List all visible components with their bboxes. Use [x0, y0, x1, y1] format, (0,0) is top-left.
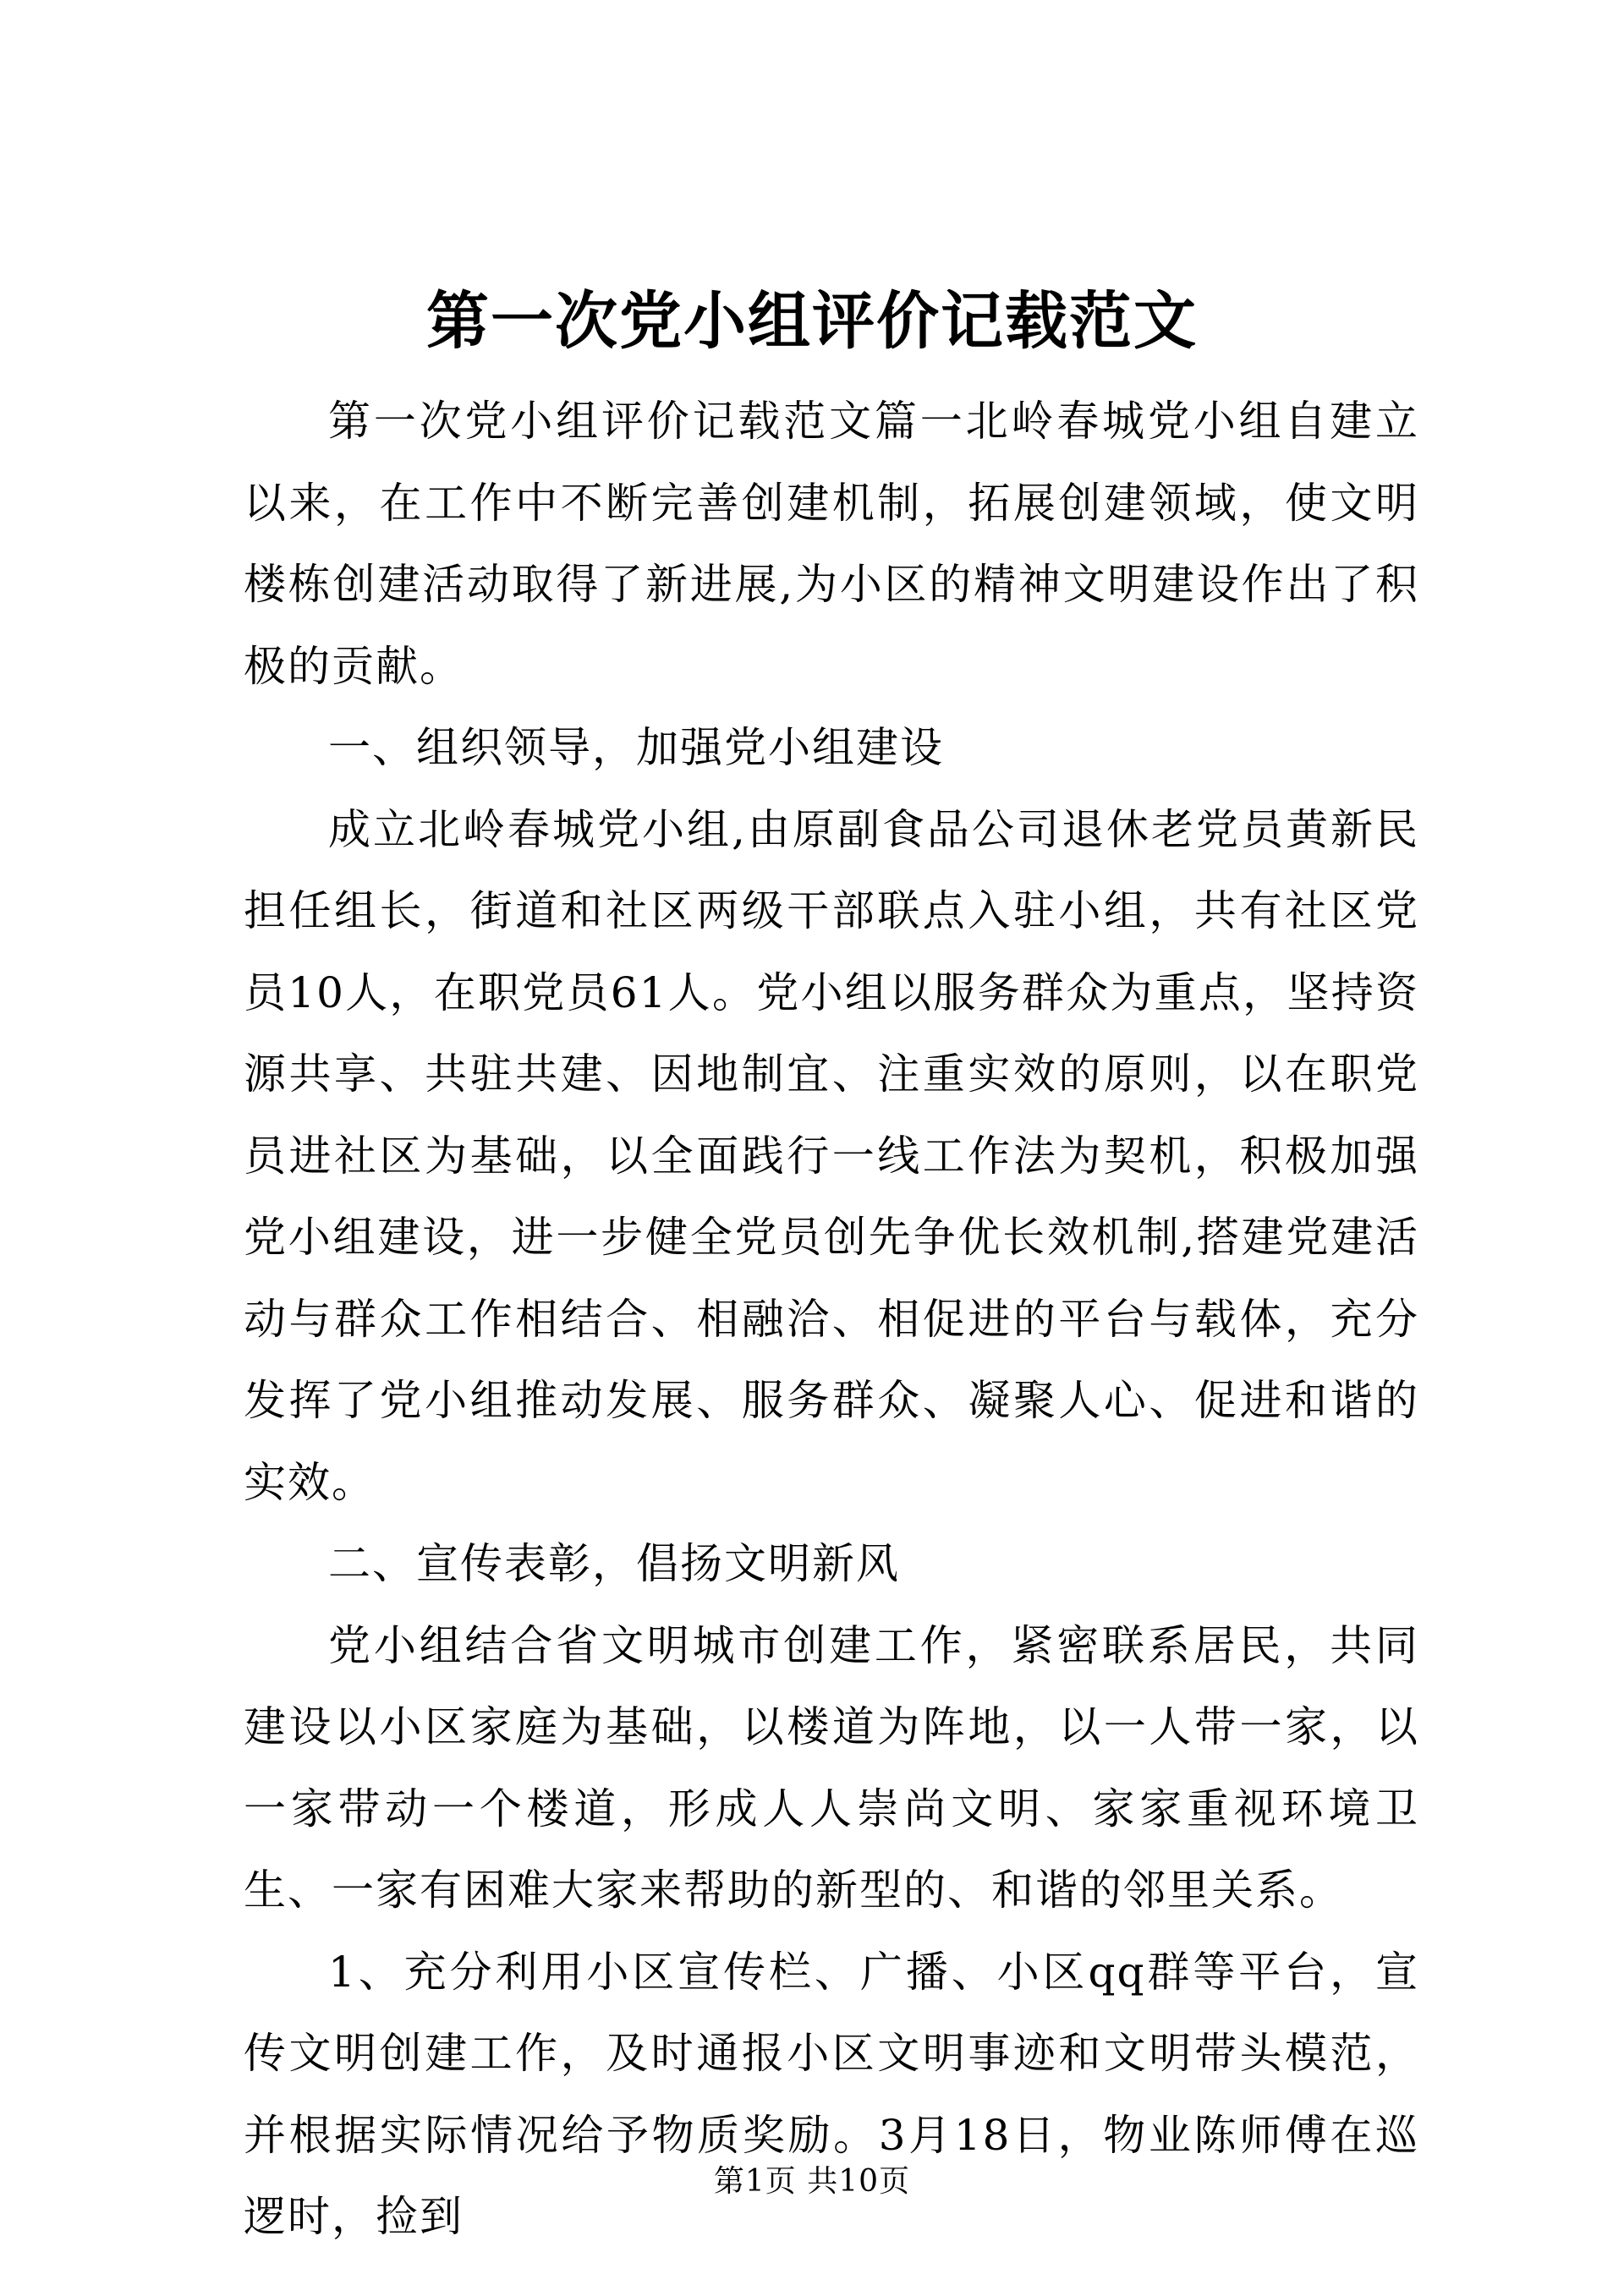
paragraph-civilization: 党小组结合省文明城市创建工作，紧密联系居民，共同建设以小区家庭为基础，以楼道为阵地，以一人带一家，以一家带动一个楼道，形成人人崇尚文明、家家重视环境卫生、一家有困难大家来帮助的新型的、和谐的邻里关系。 [244, 1620, 1419, 1915]
page-footer: 第1页 共10页 [713, 2164, 911, 2199]
page-title: 第一次党小组评价记载范文 [426, 285, 1198, 358]
paragraph-organization: 成立北岭春城党小组,由原副食品公司退休老党员黄新民担任组长，街道和社区两级干部联点入驻小组，共有社区党员10人，在职党员61人。党小组以服务群众为重点，坚持资源共享、共驻共建、因地制宜、注重实效的原则，以在职党员进社区为基础，以全面践行一线工作法为契机，积极加强党小组建设，进一步健全党员创先争优长效机制,搭建党建活动与群众工作相结合、相融洽、相促进的平台与载体，充分发挥了党小组推动发展、服务群众、凝聚人心、促进和谐的实效。 [244, 804, 1419, 1507]
paragraph-item-1: 1、充分利用小区宣传栏、广播、小区qq群等平台，宣传文明创建工作，及时通报小区文明事迹和文明带头模范，并根据实际情况给予物质奖励。3月18日，物业陈师傅在巡逻时，捡到 [244, 1947, 1419, 2241]
document-body [244, 381, 1419, 2258]
paragraph-intro: 第一次党小组评价记载范文篇一北岭春城党小组自建立以来，在工作中不断完善创建机制，拓展创建领域，使文明楼栋创建活动取得了新进展,为小区的精神文明建设作出了积极的贡献。 [244, 397, 1419, 691]
section-heading-2: 二、宣传表彰，倡扬文明新风 [328, 1539, 900, 1588]
section-heading-1: 一、组织领导，加强党小组建设 [328, 723, 944, 772]
